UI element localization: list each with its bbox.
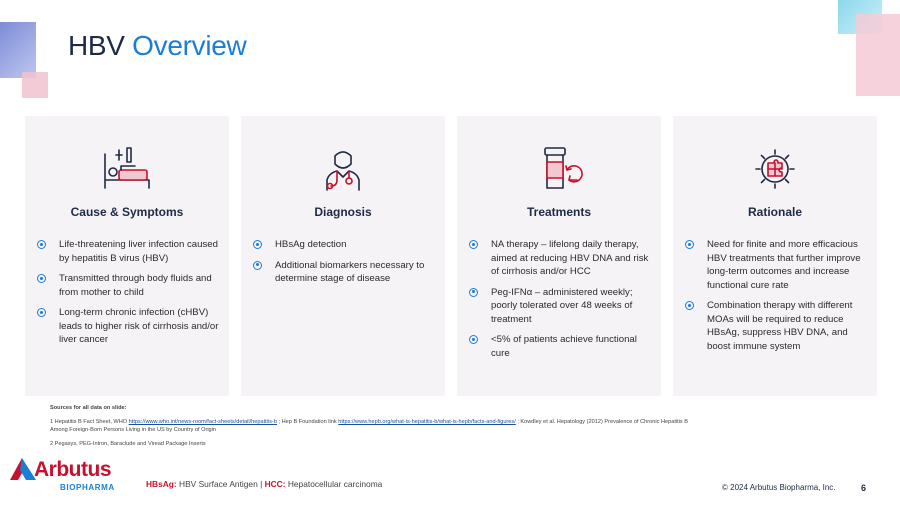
list-item: HBsAg detection	[253, 238, 437, 252]
source-line-2: 2 Pegasys, PEG-Intron, Baraclude and Viread Package Inserts	[50, 441, 206, 447]
list-item: NA therapy – lifelong daily therapy, aimed at reducing HBV DNA and risk of cirrhosis and/or HCC	[469, 238, 653, 279]
source-line-1: 1 Hepatitis B Fact Sheet, WHO https://www.who.int/news-room/fact-sheets/detail/hepatitis-b ; Hep B Foundation link https://www.hepb.org/what-is-hepatitis-b/what-is-hepb/facts-and-figures/ ; Kowdley et al. Hepatology (2012) Prevalence of Chronic Hepatitis B Among Foreign-Born Persons Living in the US by Country of Origin	[50, 419, 689, 433]
bullet-list	[469, 238, 653, 367]
card-title: Rationale	[747, 205, 802, 219]
bullet-icon	[253, 240, 262, 249]
hospital-bed-icon	[101, 146, 153, 192]
slide-title-main: HBV	[68, 30, 125, 61]
bullet-icon	[469, 335, 478, 344]
abbr-hcc-key: HCC:	[264, 479, 286, 489]
bullet-icon	[37, 308, 46, 317]
sources-footnote	[50, 404, 690, 454]
bullet-icon	[469, 288, 478, 297]
bullet-icon	[469, 240, 478, 249]
bullet-icon	[253, 261, 262, 270]
list-item: <5% of patients achieve functional cure	[469, 333, 653, 360]
gear-puzzle-icon	[749, 146, 801, 192]
abbreviations: HBsAg: HBV Surface Antigen | HCC: Hepatocellular carcinoma	[146, 479, 383, 489]
list-item: Life-threatening liver infection caused by hepatitis B virus (HBV)	[37, 238, 221, 265]
card-treatments	[457, 116, 661, 396]
bullet-list	[37, 238, 221, 354]
bullet-icon	[37, 240, 46, 249]
card-title: Cause & Symptoms	[70, 205, 184, 219]
pill-bottle-refresh-icon	[533, 146, 585, 192]
logo-subtitle: BIOPHARMA	[60, 483, 115, 492]
hepb-foundation-link[interactable]: https://www.hepb.org/what-is-hepatitis-b/what-is-hepb/facts-and-figures/	[338, 419, 516, 425]
list-item: Combination therapy with different MOAs will be required to reduce HBsAg, suppress HBV DNA, and boost immune system	[685, 299, 869, 353]
bullet-list	[253, 238, 437, 293]
logo-wordmark: Arbutus	[34, 458, 111, 481]
slide-title-accent: Overview	[132, 30, 247, 61]
bullet-icon	[37, 274, 46, 283]
sources-heading: Sources for all data on slide:	[50, 405, 127, 411]
card-rationale	[673, 116, 877, 396]
bullet-icon	[685, 301, 694, 310]
slide-title	[68, 30, 246, 62]
list-item: Need for finite and more efficacious HBV treatments that further improve long-term outcomes and increase functional cure rate	[685, 238, 869, 292]
page-number: 6	[861, 483, 867, 493]
abbr-hbsag-key: HBsAg:	[146, 479, 177, 489]
list-item: Long-term chronic infection (cHBV) leads to higher risk of cirrhosis and/or liver cancer	[37, 306, 221, 347]
copyright: © 2024 Arbutus Biopharma, Inc.	[722, 483, 836, 492]
arbutus-logo	[8, 456, 148, 496]
who-fact-sheet-link[interactable]: https://www.who.int/news-room/fact-sheets/detail/hepatitis-b	[128, 419, 277, 425]
list-item: Additional biomarkers necessary to determine stage of disease	[253, 259, 437, 286]
decor-block-top-left	[0, 22, 36, 78]
card-title: Treatments	[526, 205, 592, 219]
card-cause-symptoms	[25, 116, 229, 396]
decor-block-top-left-small	[22, 72, 48, 98]
list-item: Peg-IFNα – administered weekly; poorly tolerated over 48 weeks of treatment	[469, 286, 653, 327]
bullet-icon	[685, 240, 694, 249]
card-diagnosis	[241, 116, 445, 396]
doctor-stethoscope-icon	[317, 146, 369, 192]
list-item: Transmitted through body fluids and from mother to child	[37, 272, 221, 299]
decor-block-top-right-pink	[856, 14, 900, 96]
card-title: Diagnosis	[314, 205, 372, 219]
bullet-list	[685, 238, 869, 360]
